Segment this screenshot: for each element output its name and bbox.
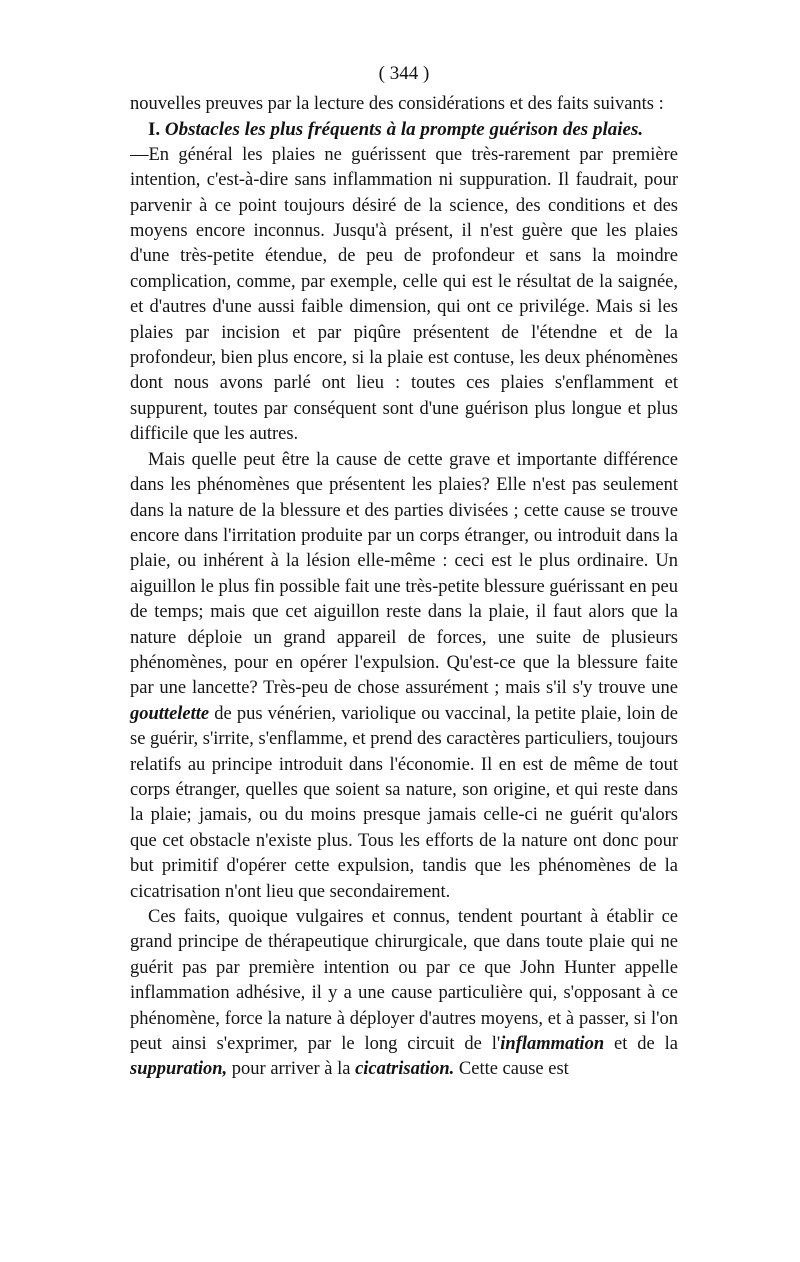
paragraph-2-part-a: Mais quelle peut être la cause de cette grave et importante différence dans les phénomènes que présentent les plaies? Elle n'est pas seulement dans la nature de la blessure et des parties divisées ; cette cause se trouve encore dans l'irritation produite par un corps étranger, ou introduit dans la plaie, ou inhérent à la lésion elle-même : ceci est le plus ordinaire. Un aiguillon le plus fin possible fait une très-petite blessure guérissant en peu de temps; mais que cet aiguillon reste dans la plaie, il faut alors que la nature déploie un grand appareil de forces, une suite de plusieurs phénomènes, pour en opérer l'expulsion. Qu'est-ce que la blessure faite par une lancette? Très-peu de chose assurément ; mais s'il s'y trouve une	[130, 449, 678, 699]
paragraph-3-part-c: pour arriver à la	[231, 1059, 351, 1080]
emphasis-inflammation: inflammation	[500, 1034, 605, 1055]
section-title: Obstacles les plus fréquents à la prompte guérison des plaies.	[164, 119, 644, 141]
book-page	[130, 62, 678, 1083]
paragraph-3	[130, 905, 678, 1083]
paragraph-3-part-b: et de la	[614, 1034, 678, 1055]
paragraph-2-part-b: de pus vénérien, variolique ou vaccinal, la petite plaie, loin de se guérir, s'irrite, s'enflamme, et prend des caractères particuliers, toujours relatifs au principe introduit dans l'économie. Il en est de même de tout corps étranger, quelles que soient sa nature, son origine, et qui reste dans la plaie; jamais, ou du moins presque jamais celle-ci ne guérit qu'alors que cet obstacle n'existe plus. Tous les efforts de la nature ont donc pour but primitif d'opérer cette expulsion, tandis que les phénomènes de la cicatrisation n'ont lieu que secondairement.	[130, 703, 679, 902]
paragraph-3-part-d: Cette cause est	[458, 1059, 569, 1080]
emphasis-cicatrisation: cicatrisation.	[355, 1059, 455, 1080]
section-heading	[130, 117, 678, 142]
paragraph-3-part-a: Ces faits, quoique vulgaires et connus, tendent pourtant à établir ce grand principe de thérapeutique chirurgicale, que dans toute plaie qui ne guérit pas par première intention ou par ce que John Hunter appelle inflammation adhésive, il y a une cause particulière qui, s'opposant à ce phénomène, force la nature à déployer d'autres moyens, et à passer, si l'on peut ainsi s'exprimer, par le long circuit de l'	[130, 907, 678, 1055]
intro-text: nouvelles preuves par la lecture des considérations et des faits suivants :	[130, 94, 664, 114]
emphasis-suppuration: suppuration,	[130, 1059, 228, 1080]
paragraph-2	[130, 448, 678, 905]
page-number: ( 344 )	[378, 63, 430, 84]
paragraph-1: —En général les plaies ne guérissent que très-rarement par première intention, c'est-à-dire sans inflammation ni suppuration. Il faudrait, pour parvenir à ce point toujours désiré de la science, des conditions et des moyens encore inconnus. Jusqu'à présent, il n'est guère que les plaies d'une très-petite étendue, de peu de profondeur et sans la moindre complication, comme, par exemple, celle qui est le résultat de la saignée, et d'autres d'une aussi faible dimension, qui ont ce privilége. Mais si les plaies par incision et par piqûre présentent de l'étendne et de la profondeur, bien plus encore, si la plaie est contuse, les deux phénomènes dont nous avons parlé ont lieu : toutes ces plaies s'enflamment et suppurent, toutes par conséquent sont d'une guérison plus longue et plus difficile que les autres.	[130, 144, 678, 445]
emphasis-gouttelette: gouttelette	[130, 703, 210, 724]
section-number: I.	[148, 119, 161, 141]
